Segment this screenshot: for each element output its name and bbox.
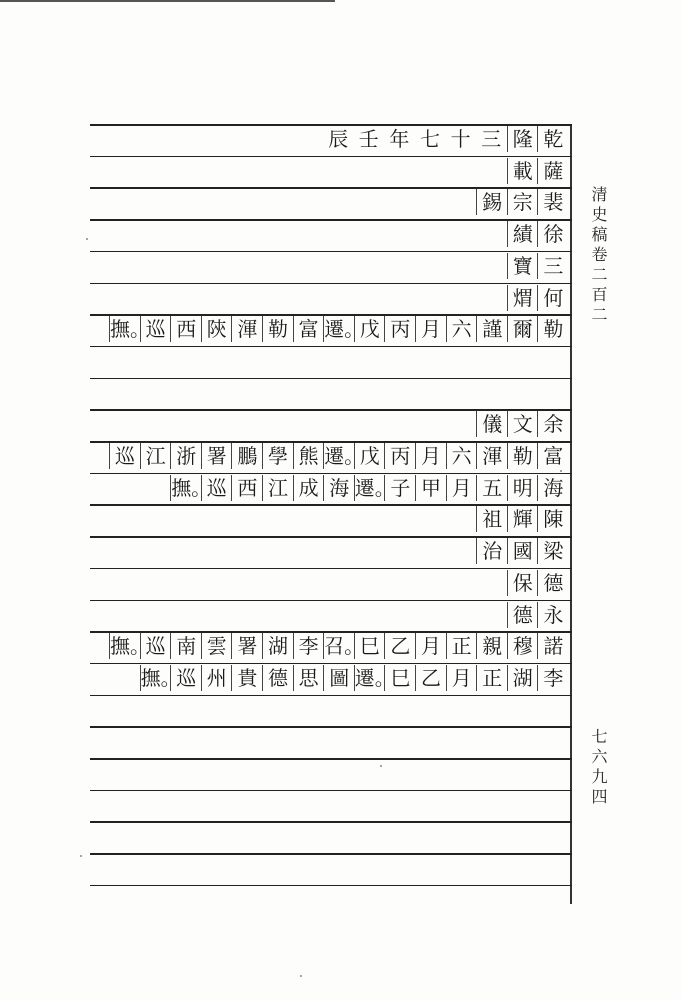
table-row <box>90 790 568 820</box>
table-cell: 三 <box>537 253 568 279</box>
table-cell: 甲 <box>415 475 446 501</box>
table-cell: 乙 <box>384 633 415 659</box>
table-cell: 圖 <box>323 665 354 691</box>
table-cell: 徐 <box>537 221 568 247</box>
table-cell: 渾 <box>231 316 262 342</box>
table-row <box>90 409 568 439</box>
table-cell: 祖 <box>476 506 507 532</box>
table-row <box>90 156 568 186</box>
table-cell: 載 <box>507 158 538 184</box>
table-cell: 月 <box>415 443 446 469</box>
table-cell: 文 <box>507 411 538 437</box>
table-cell: 撫。 <box>110 634 150 659</box>
table-cell: 陝 <box>201 316 232 342</box>
table-cell: 海 <box>323 475 354 501</box>
table-cell: 州 <box>201 665 232 691</box>
table-cell: 江 <box>140 443 171 469</box>
table-cell: 渾 <box>476 443 507 469</box>
table-row <box>90 726 568 756</box>
table-row <box>90 758 568 788</box>
table-cell: 永 <box>537 602 568 628</box>
table-cell: 海 <box>537 475 568 501</box>
table-cell: 勒 <box>537 316 568 342</box>
table-cell: 儀 <box>476 411 507 437</box>
table-cell: 三 <box>481 127 502 151</box>
table-row <box>90 568 568 598</box>
table-cell: 績 <box>507 221 538 247</box>
table-row <box>90 314 568 344</box>
table-cell: 勒 <box>262 316 293 342</box>
table-cell: 浙 <box>170 443 201 469</box>
table-cell: 錫 <box>476 189 507 215</box>
table-cell: 李 <box>537 665 568 691</box>
table-cell: 鵬 <box>231 443 262 469</box>
table-cell: 六 <box>446 316 477 342</box>
table-row <box>90 631 568 661</box>
table-cell: 寶 <box>507 253 538 279</box>
table-cell: 乾 <box>537 126 568 152</box>
table-cell: 南 <box>170 633 201 659</box>
table-cell: 辰 <box>328 127 349 151</box>
table-cell: 六 <box>446 443 477 469</box>
table-cell: 李 <box>293 633 324 659</box>
table-cell: 保 <box>507 570 538 596</box>
table-cell: 穆 <box>507 633 538 659</box>
table-cell: 丙 <box>384 316 415 342</box>
table-row <box>90 378 568 408</box>
table-cell: 西 <box>170 316 201 342</box>
table-cell: 明 <box>507 475 538 501</box>
table-cell: 西 <box>231 475 262 501</box>
table-cell: 成 <box>293 475 324 501</box>
table-cell: 勒 <box>507 443 538 469</box>
table-cell: 何 <box>537 285 568 311</box>
table-cell: 撫。 <box>140 665 181 690</box>
table-cell: 德 <box>507 602 538 628</box>
running-title: 清史稿卷二百二 <box>589 186 608 326</box>
table-cell: 遷。 <box>324 444 365 468</box>
table-cell: 富 <box>537 443 568 469</box>
table-cell: 召。 <box>324 634 365 659</box>
table-cell: 署 <box>231 633 262 659</box>
table-cell: 正 <box>446 633 477 659</box>
table-cell: 裴 <box>537 189 568 215</box>
table-cell: 巡 <box>109 443 140 469</box>
table-cell: 國 <box>507 538 538 564</box>
page-number: 七六九四 <box>589 728 608 808</box>
table-cell: 親 <box>476 633 507 659</box>
table-cell: 巡 <box>140 316 171 342</box>
table-cell: 余 <box>537 411 568 437</box>
table-cell: 江 <box>262 475 293 501</box>
table-cell: 巡 <box>170 665 201 691</box>
governors-table <box>90 124 572 904</box>
table-cell: 年 <box>389 127 410 151</box>
table-cell: 遷。 <box>354 665 395 690</box>
table-row <box>90 283 568 313</box>
table-row <box>90 346 568 376</box>
table-row <box>90 251 568 281</box>
table-cell: 思 <box>293 665 324 691</box>
table-row <box>90 821 568 851</box>
table-cell: 壬 <box>358 127 379 151</box>
table-cell: 署 <box>201 443 232 469</box>
scan-top-edge <box>0 0 335 2</box>
table-row <box>90 695 568 725</box>
table-cell: 德 <box>537 570 568 596</box>
table-row <box>90 536 568 566</box>
table-cell: 雲 <box>201 633 232 659</box>
table-cell: 月 <box>415 633 446 659</box>
rule-line <box>90 885 572 887</box>
table-cell: 戊 <box>354 316 385 342</box>
table-cell: 宗 <box>507 189 538 215</box>
table-cell: 子 <box>384 475 415 501</box>
table-cell: 巳 <box>384 665 415 691</box>
table-right-border <box>570 124 572 904</box>
table-cell: 遷。 <box>354 475 395 500</box>
table-cell: 戊 <box>354 443 385 469</box>
table-cell: 五 <box>476 475 507 501</box>
table-cell: 治 <box>476 538 507 564</box>
table-row <box>90 187 568 217</box>
table-row <box>90 853 568 883</box>
table-cell: 薩 <box>537 158 568 184</box>
table-row <box>90 124 568 154</box>
table-cell: 遷。 <box>324 317 365 342</box>
table-cell: 謹 <box>476 316 507 342</box>
table-row <box>90 473 568 503</box>
table-cell: 丙 <box>384 443 415 469</box>
table-cell: 湖 <box>262 633 293 659</box>
table-cell: 學 <box>262 443 293 469</box>
table-row <box>90 600 568 630</box>
table-cell: 諾 <box>537 633 568 659</box>
table-cell: 正 <box>476 665 507 691</box>
table-cell: 爾 <box>507 316 538 342</box>
table-cell: 月 <box>446 475 477 501</box>
table-cell: 撫。 <box>110 317 150 342</box>
table-cell: 月 <box>415 316 446 342</box>
table-cell: 巡 <box>201 475 232 501</box>
table-cell: 熊 <box>293 443 324 469</box>
table-row <box>90 663 568 693</box>
table-cell: 富 <box>293 316 324 342</box>
table-cell: 輝 <box>507 506 538 532</box>
table-cell: 貴 <box>231 665 262 691</box>
table-cell: 梁 <box>537 538 568 564</box>
table-cell: 乙 <box>415 665 446 691</box>
table-row <box>90 219 568 249</box>
table-cell: 隆 <box>507 126 538 152</box>
table-cell: 陳 <box>537 506 568 532</box>
table-cell: 月 <box>446 665 477 691</box>
table-cell: 巳 <box>354 633 385 659</box>
table-row <box>90 441 568 471</box>
table-cell: 湖 <box>507 665 538 691</box>
table-row <box>90 504 568 534</box>
table-cell: 七 <box>420 127 440 151</box>
table-cell: 煟 <box>507 285 538 311</box>
table-cell: 德 <box>262 665 293 691</box>
table-cell: 十 <box>450 127 471 151</box>
table-cell: 撫。 <box>171 475 212 500</box>
table-cell: 巡 <box>140 633 171 659</box>
